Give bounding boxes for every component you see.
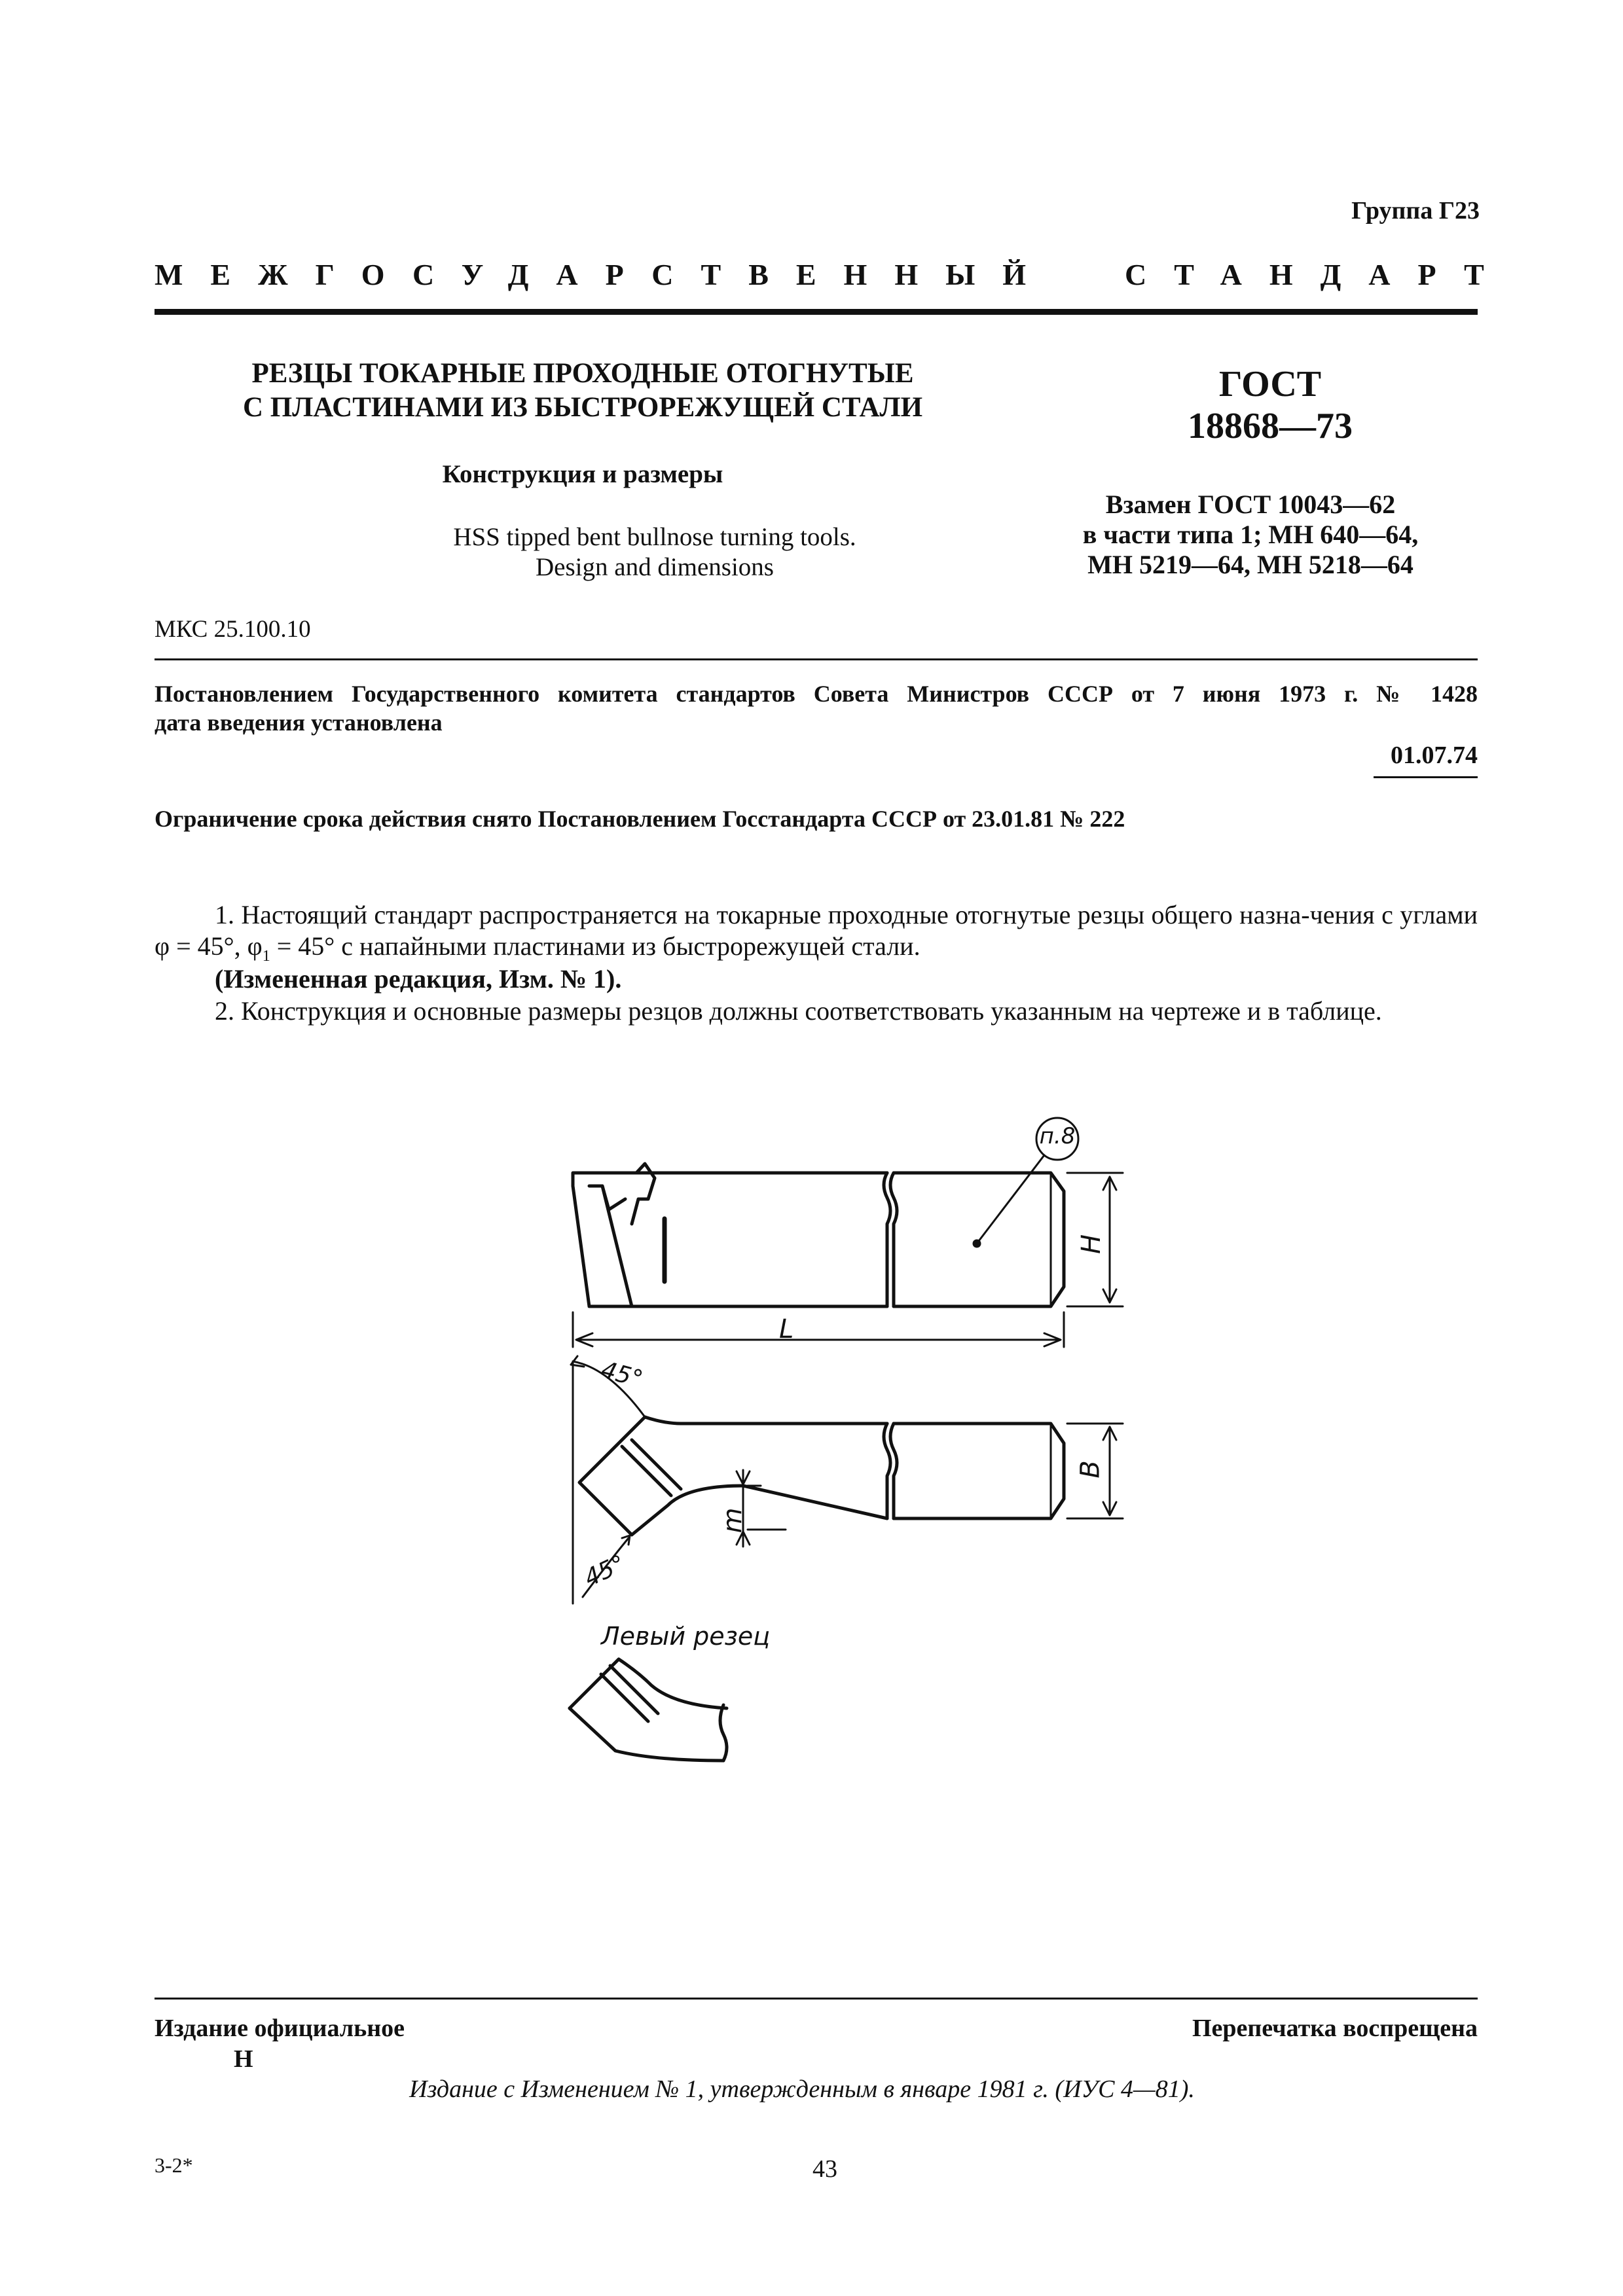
footer-rule — [155, 1998, 1478, 2000]
angle-label-bottom: 45° — [580, 1550, 630, 1592]
paragraph-1 — [155, 899, 1478, 972]
english-title-line-2: Design and dimensions — [536, 553, 774, 581]
replaces-line-2: в части типа 1; МН 640—64, — [1082, 520, 1419, 549]
header-rule — [155, 309, 1478, 315]
edition-note: Издание с Изменением № 1, утвержденным в январе 1981 г. (ИУС 4—81). — [409, 2075, 1195, 2103]
banner-interstate: МЕЖГОСУДАРСТВЕННЫЙ — [155, 258, 1054, 291]
top-view — [571, 1356, 1123, 1604]
introduction-date: 01.07.74 — [1391, 742, 1478, 769]
limit-removed-note: Ограничение срока действия снято Постановлением Госстандарта СССР от 23.01.81 № 222 — [155, 806, 1125, 832]
english-title-line-1: HSS tipped bent bullnose turning tools. — [453, 523, 856, 551]
amendment-note: (Измененная редакция, Изм. № 1). — [215, 964, 622, 994]
page-number: 43 — [812, 2155, 837, 2183]
title-line-2: С ПЛАСТИНАМИ ИЗ БЫСТРОРЕЖУЩЕЙ СТАЛИ — [242, 392, 923, 423]
banner-standard: СТАНДАРТ — [1125, 258, 1512, 291]
paragraph-2: 2. Конструкция и основные размеры резцов должны соответствовать указанным на чертеже и в таблице. — [215, 996, 1382, 1026]
english-title — [327, 522, 982, 583]
mks-code: МКС 25.100.10 — [155, 616, 311, 643]
replaces-line-1: Взамен ГОСТ 10043—62 — [1105, 490, 1396, 519]
document-subtitle: Конструкция и размеры — [442, 460, 723, 488]
dim-label-h: H — [1076, 1234, 1107, 1255]
paragraph-1-subscript: 1 — [262, 948, 270, 965]
title-line-1: РЕЗЦЫ ТОКАРНЫЕ ПРОХОДНЫЕ ОТОГНУТЫЕ — [251, 358, 914, 389]
paragraph-1-text-b: = 45° с напайными пластинами из быстрорежущей стали. — [270, 931, 921, 961]
left-cutter-label: Левый резец — [601, 1622, 771, 1651]
dim-label-l: L — [779, 1314, 794, 1344]
decree-rule — [155, 658, 1478, 660]
decree-line-2: дата введения установлена — [155, 709, 443, 736]
left-cutter-view — [570, 1659, 727, 1761]
paragraph-1-text-a: 1. Настоящий стандарт распространяется на токарные проходные отогнутые резцы общего назна-чения с углами φ = 45°, φ — [155, 900, 1478, 961]
replaces-block — [1021, 490, 1480, 580]
gost-designation — [1074, 363, 1467, 447]
print-code: 3-2* — [155, 2153, 193, 2177]
callout-label: п.8 — [1039, 1123, 1076, 1149]
decree-line-1: Постановлением Государственного комитета стандартов Совета Министров СССР от 7 июня 1973 г. № 1428 — [155, 681, 1478, 707]
document-title — [196, 357, 969, 425]
date-underline — [1374, 776, 1478, 778]
gost-number: 18868—73 — [1188, 406, 1353, 446]
dim-label-b: B — [1075, 1460, 1106, 1479]
angle-label-top: 45° — [598, 1356, 646, 1393]
side-view — [573, 1118, 1123, 1347]
gost-label: ГОСТ — [1218, 364, 1322, 404]
cutter-drawing — [524, 1086, 1146, 1793]
dim-label-m: m — [718, 1507, 748, 1534]
edition-official: Издание официальное — [155, 2015, 405, 2042]
reprint-prohibited: Перепечатка воспрещена — [1192, 2015, 1478, 2042]
edition-mark: Н — [234, 2045, 253, 2073]
replaces-line-3: МН 5219—64, МН 5218—64 — [1087, 550, 1413, 579]
group-label: Группа Г23 — [1351, 197, 1480, 224]
